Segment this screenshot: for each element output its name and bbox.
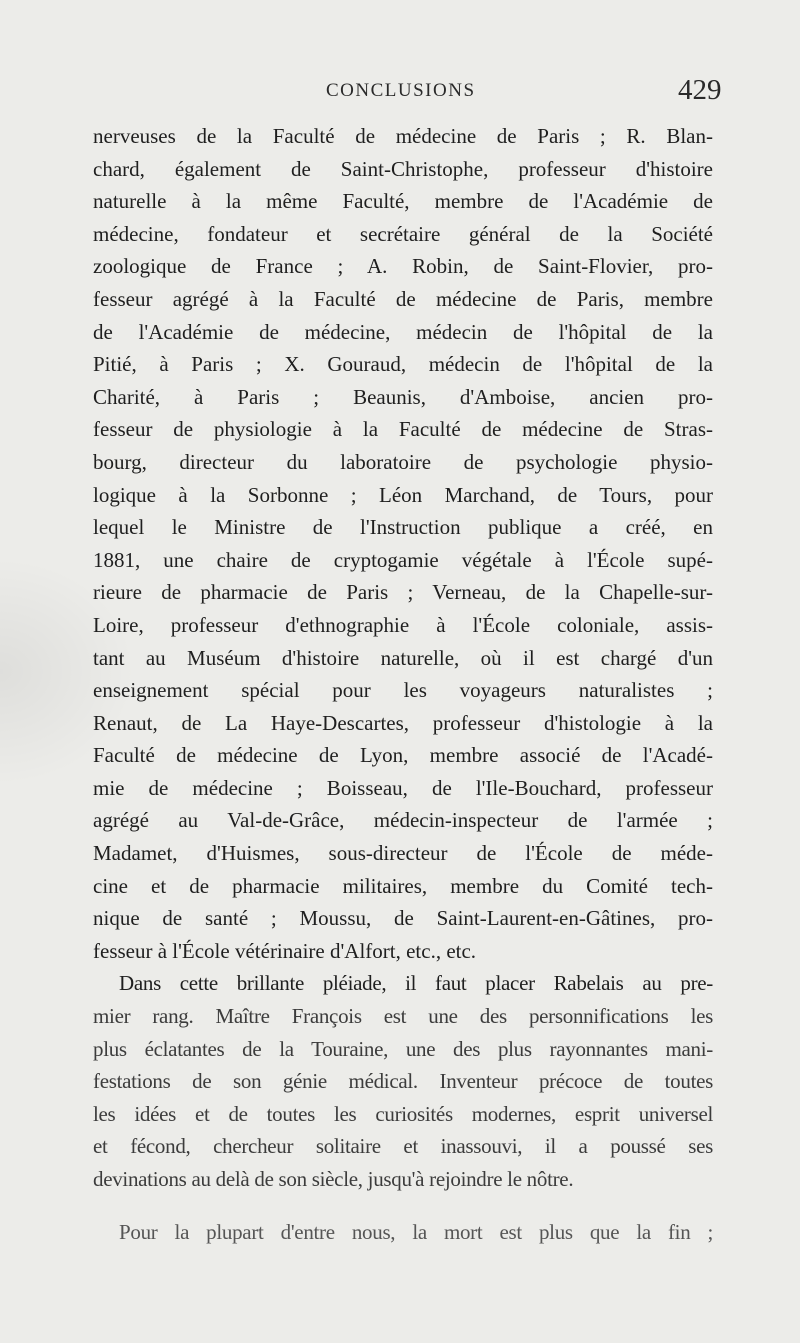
- text-line: enseignement spécial pour les voyageurs naturalistes ;: [93, 678, 713, 703]
- text-line: de l'Académie de médecine, médecin de l'hôpital de la: [93, 319, 713, 344]
- paragraph-start-line: Pour la plupart d'entre nous, la mort est plus que la fin ;: [119, 1219, 713, 1244]
- text-line: lequel le Ministre de l'Instruction publique a créé, en: [93, 515, 713, 540]
- body-text: [93, 120, 713, 1248]
- text-line: nerveuses de la Faculté de médecine de Paris ; R. Blan-: [93, 124, 713, 148]
- text-line: mie de médecine ; Boisseau, de l'Ile-Bouchard, professeur: [93, 775, 713, 800]
- running-head: CONCLUSIONS: [326, 80, 476, 101]
- text-line: festations de son génie médical. Inventeur précoce de toutes: [93, 1069, 713, 1094]
- text-line: et fécond, chercheur solitaire et inassouvi, il a poussé ses: [93, 1134, 713, 1159]
- text-line: Charité, à Paris ; Beaunis, d'Amboise, ancien pro-: [93, 384, 713, 409]
- text-line: Loire, professeur d'ethnographie à l'École coloniale, assis-: [93, 612, 713, 637]
- text-line: médecine, fondateur et secrétaire général de la Société: [93, 221, 713, 246]
- text-line: les idées et de toutes les curiosités modernes, esprit universel: [93, 1101, 713, 1126]
- text-line: Renaut, de La Haye-Descartes, professeur d'histologie à la: [93, 710, 713, 735]
- text-line: logique à la Sorbonne ; Léon Marchand, de Tours, pour: [93, 482, 713, 507]
- text-line: mier rang. Maître François est une des personnifications les: [93, 1004, 713, 1029]
- text-line: Pitié, à Paris ; X. Gouraud, médecin de l'hôpital de la: [93, 352, 713, 377]
- text-line: rieure de pharmacie de Paris ; Verneau, de la Chapelle-sur-: [93, 580, 713, 605]
- paragraph-start-line: Dans cette brillante pléiade, il faut placer Rabelais au pre-: [119, 971, 713, 996]
- text-line: fesseur à l'École vétérinaire d'Alfort, etc., etc.: [93, 938, 477, 963]
- page-header: [0, 74, 800, 114]
- text-line: Faculté de médecine de Lyon, membre associé de l'Acadé-: [93, 743, 713, 768]
- text-line: nique de santé ; Moussu, de Saint-Laurent-en-Gâtines, pro-: [93, 906, 713, 931]
- text-line: bourg, directeur du laboratoire de psychologie physio-: [93, 449, 713, 474]
- text-line: cine et de pharmacie militaires, membre du Comité tech-: [93, 873, 713, 898]
- text-line: plus éclatantes de la Touraine, une des plus rayonnantes mani-: [93, 1036, 713, 1061]
- paragraph-gap: [93, 1196, 713, 1216]
- text-line: agrégé au Val-de-Grâce, médecin-inspecteur de l'armée ;: [93, 808, 713, 833]
- text-line: fesseur de physiologie à la Faculté de médecine de Stras-: [93, 417, 713, 442]
- text-line: devinations au delà de son siècle, jusqu'à rejoindre le nôtre.: [93, 1167, 574, 1191]
- text-line: zoologique de France ; A. Robin, de Saint-Flovier, pro-: [93, 254, 713, 279]
- text-line: naturelle à la même Faculté, membre de l'Académie de: [93, 189, 713, 214]
- text-line: chard, également de Saint-Christophe, professeur d'histoire: [93, 156, 713, 181]
- text-line: Madamet, d'Huismes, sous-directeur de l'École de méde-: [93, 841, 713, 866]
- text-line: 1881, une chaire de cryptogamie végétale à l'École supé-: [93, 547, 713, 572]
- text-line: tant au Muséum d'histoire naturelle, où il est chargé d'un: [93, 645, 713, 670]
- text-line: fesseur agrégé à la Faculté de médecine de Paris, membre: [93, 286, 713, 311]
- page-number: 429: [678, 74, 722, 106]
